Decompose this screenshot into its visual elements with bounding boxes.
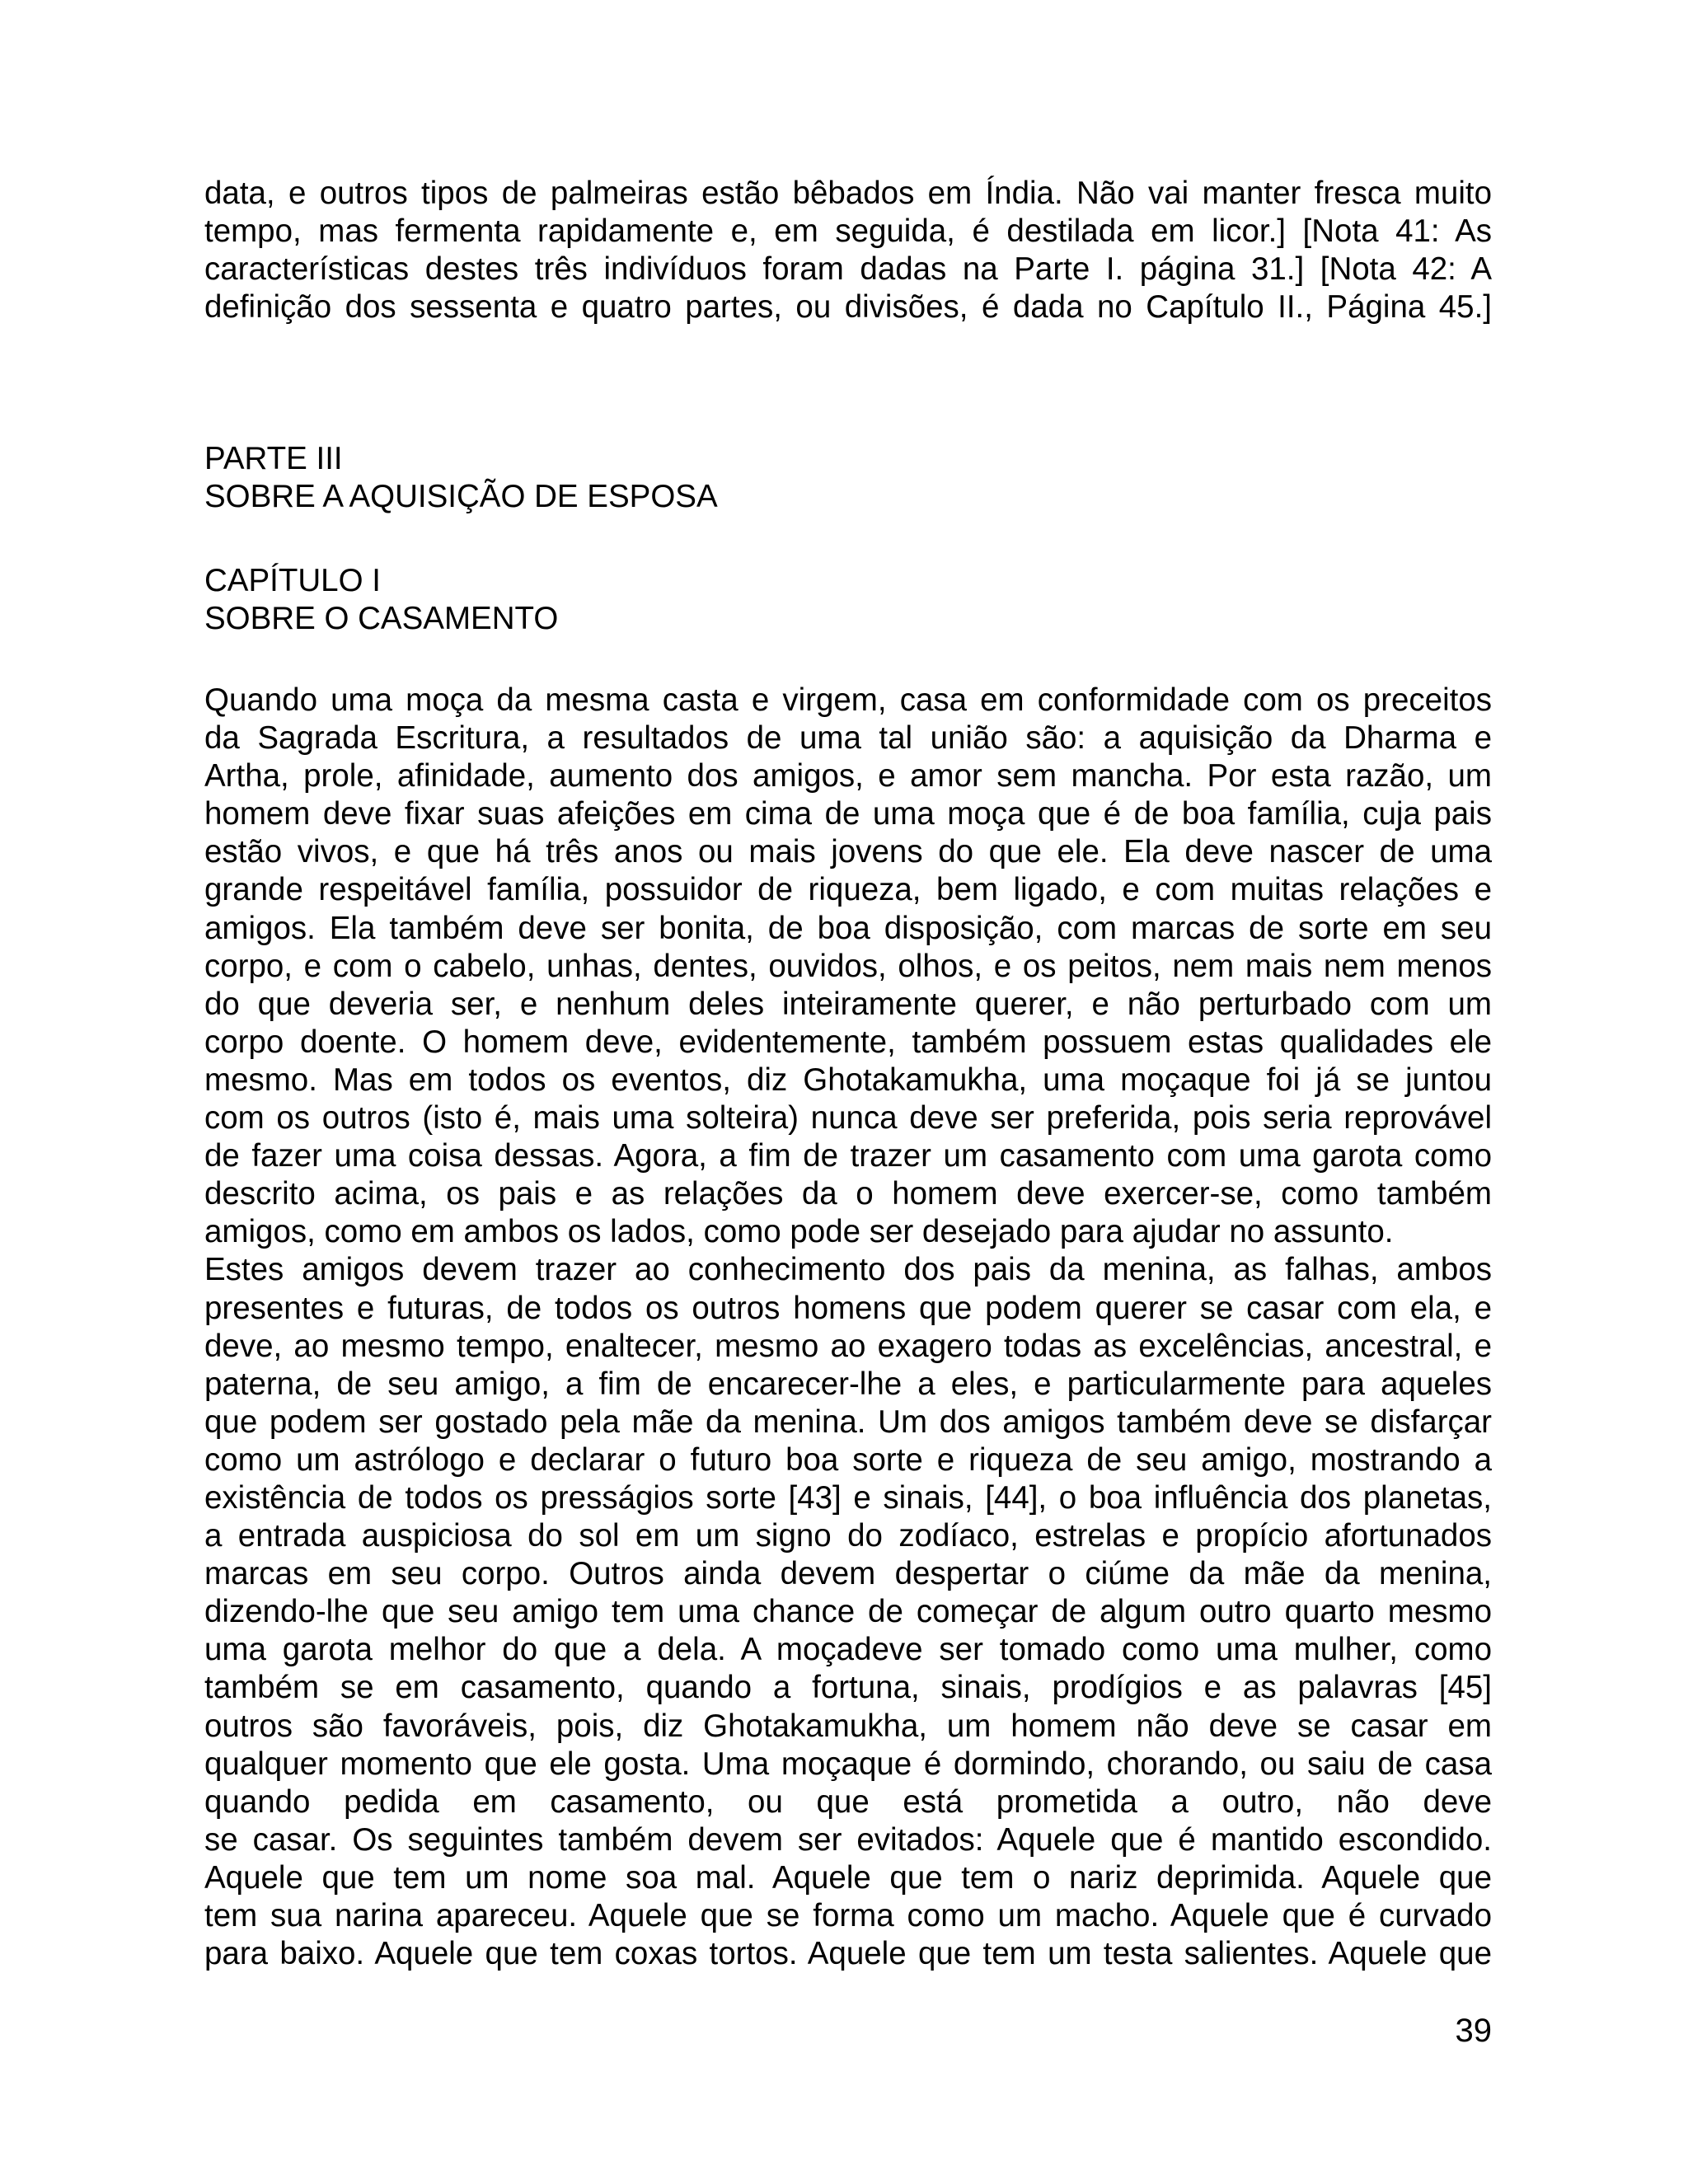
text-line: dizendo-lhe que seu amigo tem uma chance de começar de algum outro quarto mesmo [204,1594,1492,1630]
text-line: estão vivos, e que há três anos ou mais jovens do que ele. Ela deve nascer de uma [204,834,1492,870]
text-line: deve, ao mesmo tempo, enaltecer, mesmo ao exagero todas as excelências, ancestral, e [204,1328,1492,1364]
text-line: características destes três indivíduos foram dadas na Parte I. página 31.] [Nota 42: A [204,251,1492,288]
text-line: grande respeitável família, possuidor de riqueza, bem ligado, e com muitas relações e [204,872,1492,908]
text-line: do que deveria ser, e nenhum deles inteiramente querer, e não perturbado com um [204,986,1492,1022]
text-line: presentes e futuras, de todos os outros homens que podem querer se casar com ela, e [204,1290,1492,1326]
text-line: a entrada auspiciosa do sol em um signo do zodíaco, estrelas e propício afortunados [204,1518,1492,1554]
part-title: SOBRE A AQUISIÇÃO DE ESPOSA [204,479,718,515]
text-line: se casar. Os seguintes também devem ser evitados: Aquele que é mantido escondido. [204,1821,1492,1858]
text-line: corpo doente. O homem deve, evidentemente, também possuem estas qualidades ele [204,1024,1492,1060]
chapter-title: SOBRE O CASAMENTO [204,601,559,637]
document-page [204,0,1492,2184]
body-paragraph [204,682,1492,1973]
text-line: com os outros (isto é, mais uma solteira) nunca deve ser preferida, pois seria reprovável [204,1100,1492,1137]
text-line: corpo, e com o cabelo, unhas, dentes, ouvidos, olhos, e os peitos, nem mais nem menos [204,948,1492,984]
text-line: tem sua narina apareceu. Aquele que se forma como um macho. Aquele que é curvado [204,1898,1492,1933]
text-line: qualquer momento que ele gosta. Uma moçaque é dormindo, chorando, ou saiu de casa [204,1746,1492,1782]
text-line: para baixo. Aquele que tem coxas tortos. Aquele que tem um testa salientes. Aquele que [204,1936,1492,1972]
text-line: descrito acima, os pais e as relações da o homem deve exercer-se, como também [204,1176,1492,1212]
intro-paragraph [204,175,1492,326]
text-line: amigos, como em ambos os lados, como pode ser desejado para ajudar no assunto. [204,1214,1394,1250]
text-line: paterna, de seu amigo, a fim de encarecer-lhe a eles, e particularmente para aqueles [204,1366,1492,1402]
text-line: uma garota melhor do que a dela. A moçadeve ser tomado como uma mulher, como [204,1632,1492,1668]
text-line: Artha, prole, afinidade, aumento dos amigos, e amor sem mancha. Por esta razão, um [204,758,1492,794]
text-line: como um astrólogo e declarar o futuro boa sorte e riqueza de seu amigo, mostrando a [204,1441,1492,1478]
text-line: da Sagrada Escritura, a resultados de uma tal união são: a aquisição da Dharma e [204,720,1492,757]
text-line: mesmo. Mas em todos os eventos, diz Ghotakamukha, uma moçaque foi já se juntou [204,1062,1492,1098]
text-line: Quando uma moça da mesma casta e virgem, casa em conformidade com os preceitos [204,682,1492,718]
text-line: data, e outros tipos de palmeiras estão bêbados em Índia. Não vai manter fresca muito [204,176,1492,211]
text-line: homem deve fixar suas afeições em cima de uma moça que é de boa família, cuja pais [204,796,1492,832]
text-line: Aquele que tem um nome soa mal. Aquele que tem o nariz deprimida. Aquele que [204,1859,1492,1896]
text-line: Estes amigos devem trazer ao conhecimento dos pais da menina, as falhas, ambos [204,1252,1492,1288]
part-number: PARTE III [204,441,343,476]
page-number: 39 [1455,2013,1492,2049]
text-line: também se em casamento, quando a fortuna, sinais, prodígios e as palavras [45] [204,1670,1492,1706]
text-line: amigos. Ela também deve ser bonita, de boa disposição, com marcas de sorte em seu [204,910,1492,946]
text-line: quando pedida em casamento, ou que está prometida a outro, não deve [204,1783,1492,1820]
chapter-heading [204,562,1492,638]
part-heading [204,440,1492,516]
text-line: definição dos sessenta e quatro partes, ou divisões, é dada no Capítulo II., Página 45.] [204,289,1492,326]
text-line: que podem ser gostado pela mãe da menina. Um dos amigos também deve se disfarçar [204,1404,1492,1440]
text-line: existência de todos os presságios sorte [43] e sinais, [44], o boa influência dos planetas, [204,1479,1492,1516]
text-line: outros são favoráveis, pois, diz Ghotakamukha, um homem não deve se casar em [204,1708,1492,1744]
text-line: de fazer uma coisa dessas. Agora, a fim de trazer um casamento com uma garota como [204,1138,1492,1174]
text-line: tempo, mas fermenta rapidamente e, em seguida, é destilada em licor.] [Nota 41: As [204,213,1492,250]
chapter-number: CAPÍTULO I [204,563,381,598]
text-line: marcas em seu corpo. Outros ainda devem despertar o ciúme da mãe da menina, [204,1556,1492,1592]
